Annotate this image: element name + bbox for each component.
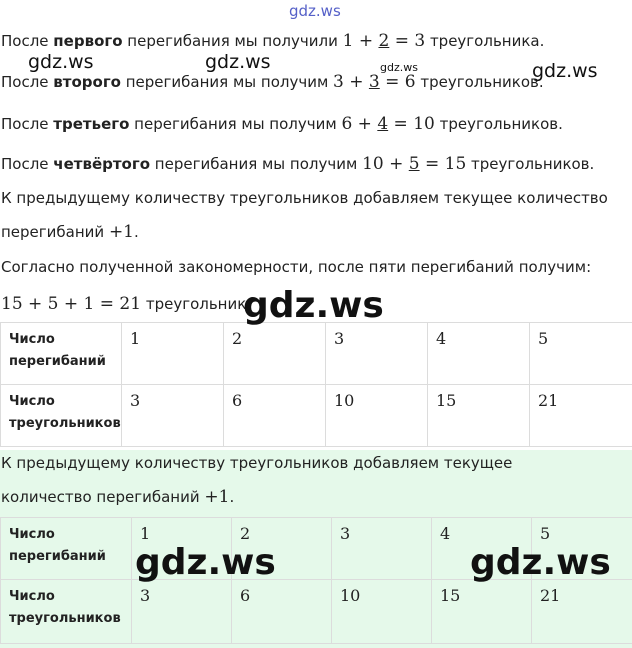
step-line-3: После третьего перегибания мы получим 6 + 4 = 10 треугольников.	[1, 114, 563, 134]
watermark: gdz.ws	[532, 60, 598, 82]
row-label: Число перегибаний	[1, 518, 132, 580]
table-cell: 3	[332, 518, 432, 580]
table-row	[1, 385, 632, 447]
table-cell: 10	[326, 385, 428, 447]
table-cell: 15	[428, 385, 530, 447]
step-line-4: После четвёртого перегибания мы получим 10 + 5 = 15 треугольников.	[1, 154, 595, 174]
table-cell: 4	[432, 518, 532, 580]
step-line-1: После первого перегибания мы получили 1 + 2 = 3 треугольника.	[1, 31, 545, 51]
table-cell: 15	[432, 580, 532, 644]
table-cell: 21	[530, 385, 632, 447]
table-cell: 5	[532, 518, 632, 580]
table-cell: 2	[224, 323, 326, 385]
summary-table-1	[0, 322, 632, 447]
watermark: gdz.ws	[470, 542, 611, 583]
table-cell: 1	[132, 518, 232, 580]
watermark-top: gdz.ws	[289, 2, 341, 20]
table-cell: 3	[132, 580, 232, 644]
table-cell: 21	[532, 580, 632, 644]
table-cell: 5	[530, 323, 632, 385]
rule-text-line-2: перегибаний +1.	[1, 222, 139, 242]
watermark: gdz.ws	[205, 51, 271, 73]
row-label: Число треугольников	[1, 580, 132, 644]
row-label: Число перегибаний	[1, 323, 122, 385]
watermark: gdz.ws	[380, 61, 418, 74]
table-cell: 1	[122, 323, 224, 385]
green-rule-text-line-2: количество перегибаний +1.	[1, 487, 235, 507]
table-cell: 4	[428, 323, 530, 385]
watermark: gdz.ws	[243, 285, 384, 326]
watermark: gdz.ws	[135, 542, 276, 583]
table-cell: 3	[326, 323, 428, 385]
row-label: Число треугольников	[1, 385, 122, 447]
table-cell: 6	[232, 580, 332, 644]
watermark: gdz.ws	[28, 51, 94, 73]
table-cell: 2	[232, 518, 332, 580]
table-cell: 3	[122, 385, 224, 447]
table-row	[1, 323, 632, 385]
rule-text-line-1: К предыдущему количеству треугольников добавляем текущее количество	[1, 189, 608, 207]
table-cell: 6	[224, 385, 326, 447]
table-row	[1, 580, 632, 644]
green-rule-text-line-1: К предыдущему количеству треугольников добавляем текущее	[1, 454, 513, 472]
conclusion-text: Согласно полученной закономерности, после пяти перегибаний получим:	[1, 258, 592, 276]
result-line: 15 + 5 + 1 = 21 треугольник.	[1, 294, 252, 314]
step-line-2: После второго перегибания мы получим 3 + 3 = 6 треугольников.	[1, 72, 544, 92]
table-cell: 10	[332, 580, 432, 644]
